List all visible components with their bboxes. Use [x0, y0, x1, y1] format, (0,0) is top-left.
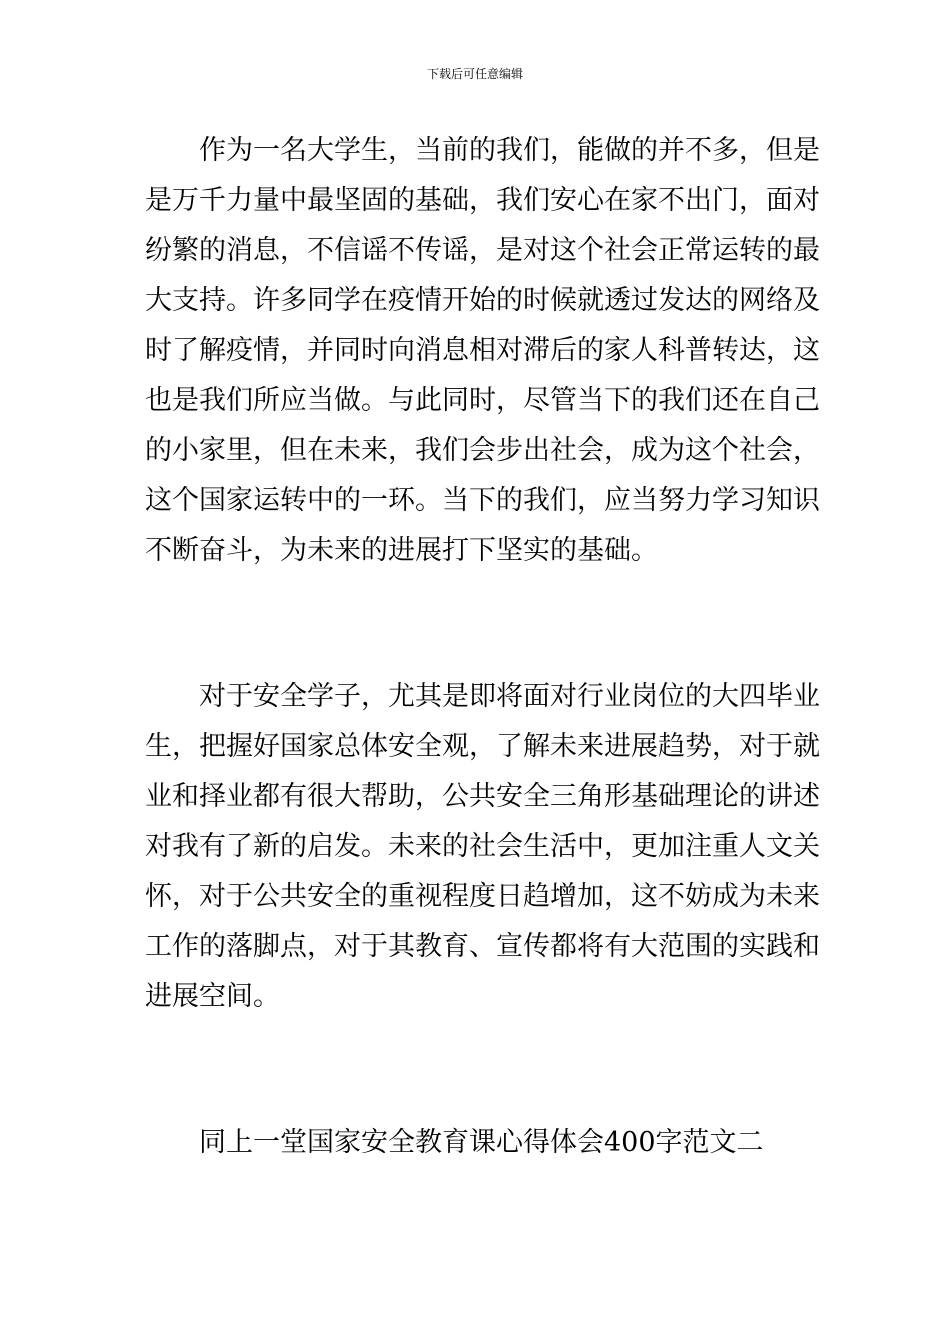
paragraph-1 [145, 126, 820, 576]
text-line: 工作的落脚点，对于其教育、宣传都将有大范围的实践和 [145, 931, 820, 962]
text-line: 的小家里，但在未来，我们会步出社会，成为这个社会， [145, 435, 820, 466]
page-header: 下载后可任意编辑 [426, 67, 523, 81]
text-line: 也是我们所应当做。与此同时，尽管当下的我们还在自己 [145, 385, 820, 416]
text-line: 是万千力量中最坚固的基础，我们安心在家不出门，面对 [145, 185, 820, 216]
text-line: 怀，对于公共安全的重视程度日趋增加，这不妨成为未来 [145, 881, 820, 912]
text-line: 不断奋斗，为未来的进展打下坚实的基础。 [145, 535, 658, 566]
text-line: 进展空间。 [145, 981, 280, 1012]
text-line: 作为一名大学生，当前的我们，能做的并不多，但是 [199, 135, 820, 166]
text-line: 大支持。许多同学在疫情开始的时候就透过发达的网络及 [145, 285, 820, 316]
text-line: 业和择业都有很大帮助，公共安全三角形基础理论的讲述 [145, 781, 820, 812]
section-heading [145, 1118, 810, 1168]
text-line: 生，把握好国家总体安全观，了解未来进展趋势，对于就 [145, 731, 820, 762]
text-line: 时了解疫情，并同时向消息相对滞后的家人科普转达，这 [145, 335, 820, 366]
paragraph-2 [145, 672, 820, 1022]
heading-text: 同上一堂国家安全教育课心得体会400字范文二 [199, 1127, 764, 1158]
text-line: 对于安全学子，尤其是即将面对行业岗位的大四毕业 [199, 681, 820, 712]
text-line: 对我有了新的启发。未来的社会生活中，更加注重人文关 [145, 831, 820, 862]
text-line: 纷繁的消息，不信谣不传谣，是对这个社会正常运转的最 [145, 235, 820, 266]
text-line: 这个国家运转中的一环。当下的我们，应当努力学习知识 [145, 485, 820, 516]
